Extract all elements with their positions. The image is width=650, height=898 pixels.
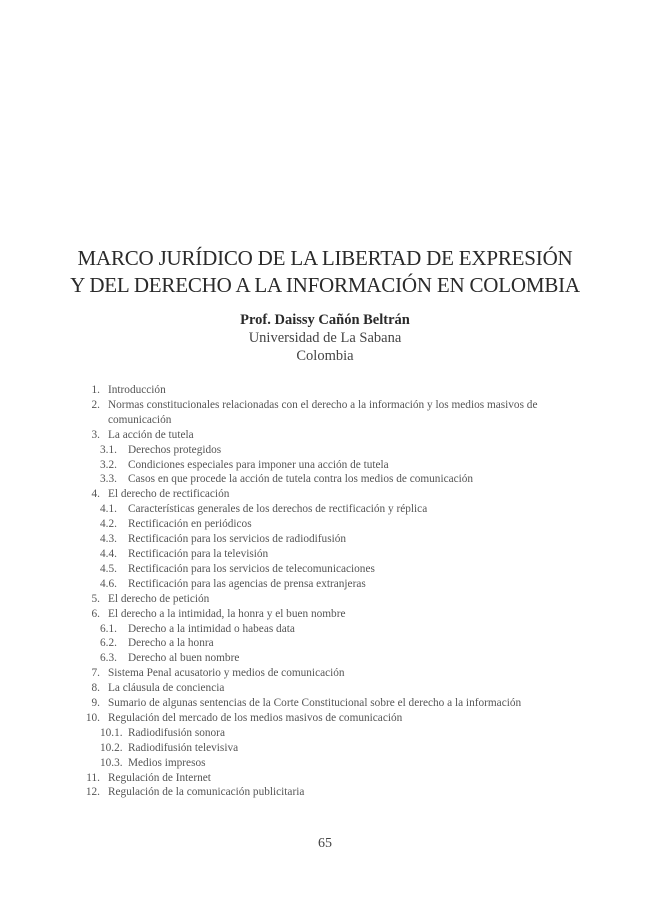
toc-text: Rectificación para los servicios de radiodifusión bbox=[128, 533, 347, 546]
toc-item bbox=[80, 785, 580, 800]
toc-item bbox=[80, 398, 580, 428]
toc-text: El derecho de rectificación bbox=[108, 488, 230, 501]
toc-subitem bbox=[80, 472, 580, 487]
toc-text: Rectificación en periódicos bbox=[128, 518, 252, 531]
toc-text: Regulación de Internet bbox=[108, 771, 211, 784]
toc-text: Rectificación para la televisión bbox=[128, 547, 269, 560]
toc-text: El derecho de petición bbox=[108, 592, 210, 605]
toc-number: 12. bbox=[85, 786, 100, 799]
toc-number: 1. bbox=[91, 384, 100, 396]
toc-number: 4. bbox=[91, 488, 100, 501]
toc-text: Derechos protegidos bbox=[128, 443, 222, 456]
toc-number: 4.3. bbox=[100, 533, 117, 546]
toc-text: Rectificación para los servicios de telecomunicaciones bbox=[128, 562, 375, 575]
toc-number: 9. bbox=[91, 697, 100, 710]
toc-number: 10.2. bbox=[100, 741, 123, 754]
toc-text: Derecho a la honra bbox=[128, 637, 214, 650]
chapter-title-line-2: Y DEL DERECHO A LA INFORMACIÓN EN COLOMBIA bbox=[70, 273, 580, 297]
toc-text: Medios impresos bbox=[128, 756, 206, 769]
toc-subitem bbox=[80, 532, 580, 547]
toc-item bbox=[80, 383, 580, 398]
toc-text: Introducción bbox=[108, 384, 166, 396]
toc-number: 4.2. bbox=[100, 518, 117, 531]
toc-subitem bbox=[80, 443, 580, 458]
toc-number: 4.1. bbox=[100, 503, 117, 516]
toc-text: La cláusula de conciencia bbox=[108, 682, 225, 695]
toc-number: 4.6. bbox=[100, 577, 117, 590]
toc-number: 10.1. bbox=[100, 726, 123, 739]
toc-text: Sistema Penal acusatorio y medios de comunicación bbox=[108, 667, 345, 680]
toc-text: Sumario de algunas sentencias de la Corte Constitucional sobre el derecho a la información bbox=[108, 697, 522, 710]
toc-item bbox=[80, 428, 580, 443]
toc-text: Derecho a la intimidad o habeas data bbox=[128, 622, 295, 635]
toc-number: 6. bbox=[91, 607, 100, 620]
toc-number: 3.2. bbox=[100, 458, 117, 471]
toc-number: 2. bbox=[91, 398, 100, 411]
toc-text: Normas constitucionales relacionadas con el derecho a la información y los medios masivos de comunicación bbox=[108, 398, 538, 426]
toc-number: 6.3. bbox=[100, 652, 117, 665]
toc-number: 6.2. bbox=[100, 637, 117, 650]
toc-text: Derecho al buen nombre bbox=[128, 652, 240, 665]
toc-text: Rectificación para las agencias de prensa extranjeras bbox=[128, 577, 366, 590]
toc-number: 8. bbox=[91, 682, 100, 695]
toc-number: 3. bbox=[91, 428, 100, 441]
toc-subitem bbox=[80, 741, 580, 756]
toc-subitem bbox=[80, 547, 580, 562]
toc-subitem bbox=[80, 502, 580, 517]
toc-number: 3.1. bbox=[100, 443, 117, 456]
toc-text: El derecho a la intimidad, la honra y el buen nombre bbox=[108, 607, 346, 620]
table-of-contents bbox=[80, 383, 580, 800]
toc-item bbox=[80, 696, 580, 711]
toc-item bbox=[80, 487, 580, 502]
toc-number: 10.3. bbox=[100, 756, 123, 769]
toc-number: 10. bbox=[85, 711, 100, 724]
toc-item bbox=[80, 592, 580, 607]
toc-number: 4.5. bbox=[100, 562, 117, 575]
page-number: 65 bbox=[318, 836, 332, 851]
toc-subitem bbox=[80, 458, 580, 473]
toc-text: Características generales de los derechos de rectificación y réplica bbox=[128, 503, 428, 516]
toc-text: Regulación de la comunicación publicitaria bbox=[108, 786, 305, 799]
toc-subitem bbox=[80, 622, 580, 637]
chapter-title bbox=[0, 245, 650, 299]
toc-number: 6.1. bbox=[100, 622, 117, 635]
toc-subitem bbox=[80, 726, 580, 741]
toc-item bbox=[80, 666, 580, 681]
author-country: Colombia bbox=[296, 348, 354, 364]
toc-number: 3.3. bbox=[100, 473, 117, 486]
toc-number: 4.4. bbox=[100, 547, 117, 560]
toc-text: Radiodifusión televisiva bbox=[128, 741, 239, 754]
author-block bbox=[0, 311, 650, 365]
toc-text: Casos en que procede la acción de tutela contra los medios de comunicación bbox=[128, 473, 474, 486]
toc-text: La acción de tutela bbox=[108, 428, 194, 441]
toc-item bbox=[80, 681, 580, 696]
toc-subitem bbox=[80, 577, 580, 592]
toc-item bbox=[80, 711, 580, 726]
author-institution: Universidad de La Sabana bbox=[248, 330, 402, 346]
toc-number: 5. bbox=[91, 592, 100, 605]
toc-subitem bbox=[80, 636, 580, 651]
toc-item bbox=[80, 771, 580, 786]
toc-text: Radiodifusión sonora bbox=[128, 726, 225, 739]
chapter-title-line-1: MARCO JURÍDICO DE LA LIBERTAD DE EXPRESIÓN bbox=[77, 246, 573, 270]
toc-subitem bbox=[80, 562, 580, 577]
toc-number: 11. bbox=[86, 771, 100, 784]
toc-number: 7. bbox=[91, 667, 100, 680]
toc-text: Regulación del mercado de los medios masivos de comunicación bbox=[108, 711, 403, 724]
toc-subitem bbox=[80, 756, 580, 771]
author-name: Prof. Daissy Cañón Beltrán bbox=[240, 312, 410, 328]
toc-subitem bbox=[80, 517, 580, 532]
toc-subitem bbox=[80, 651, 580, 666]
toc-text: Condiciones especiales para imponer una acción de tutela bbox=[128, 458, 389, 471]
toc-item bbox=[80, 607, 580, 622]
